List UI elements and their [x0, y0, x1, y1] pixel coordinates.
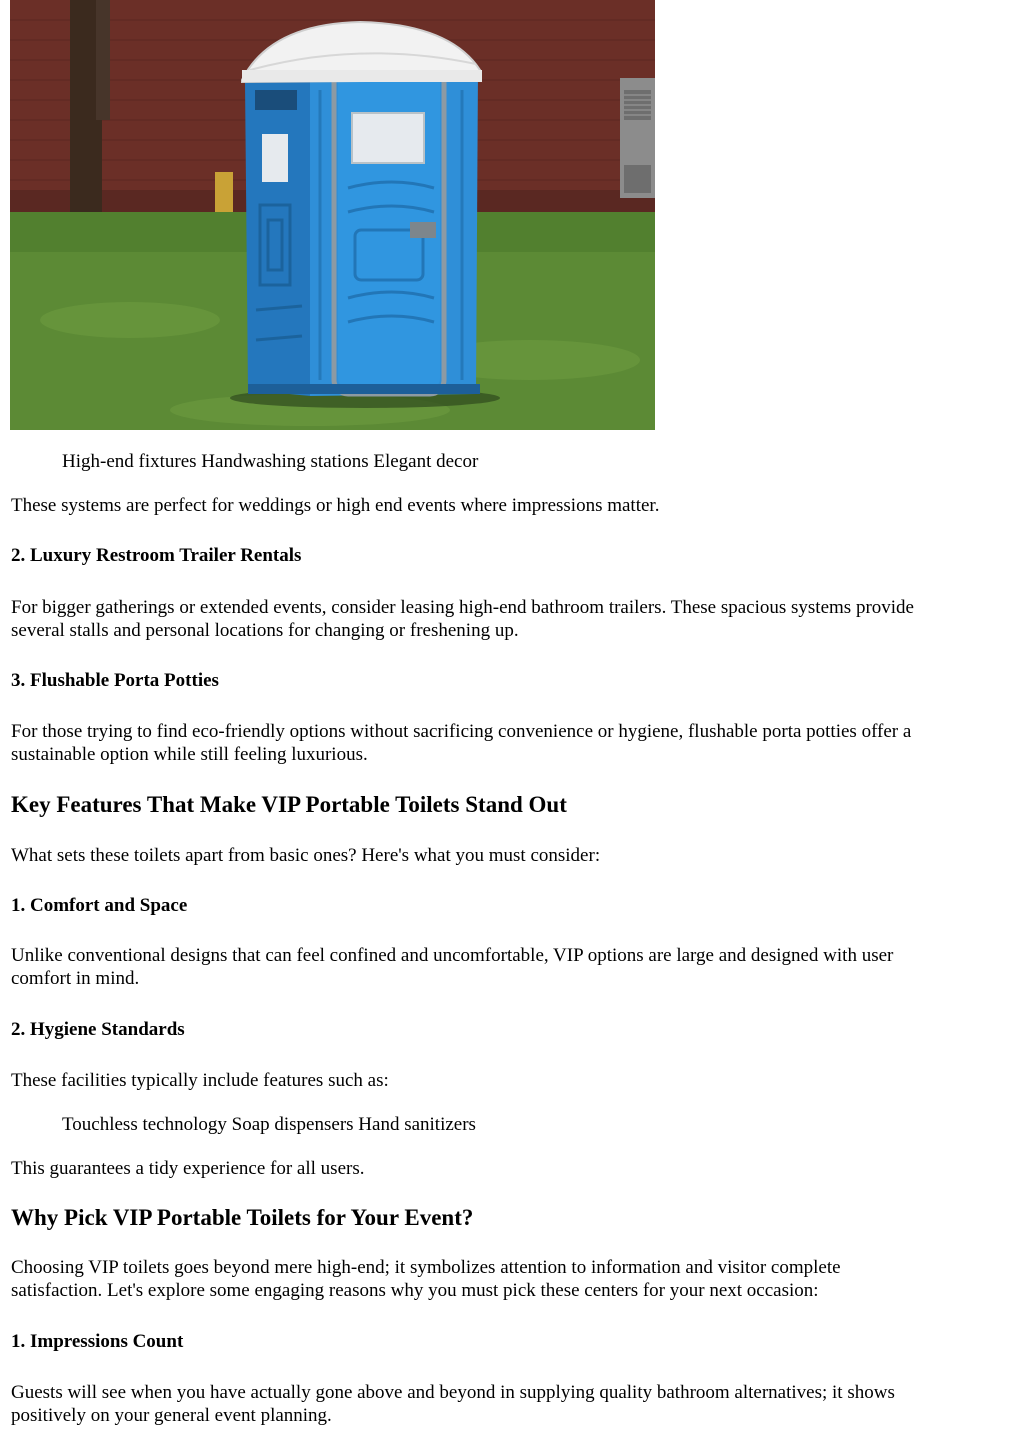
paragraph-flushable-line-2: sustainable option while still feeling luxurious.: [11, 744, 368, 765]
paragraph-comfort-line-2: comfort in mind.: [11, 968, 140, 989]
paragraph-comfort-line-1: Unlike conventional designs that can feel confined and uncomfortable, VIP options are large and designed with user: [11, 945, 894, 966]
heading-impressions-count: 1. Impressions Count: [11, 1331, 184, 1352]
paragraph-weddings: These systems are perfect for weddings or high end events where impressions matter.: [11, 495, 660, 516]
paragraph-why-line-2: satisfaction. Let's explore some engaging reasons why you must pick these centers for your next occasion:: [11, 1280, 819, 1301]
paragraph-luxury-line-2: several stalls and personal locations for changing or freshening up.: [11, 620, 519, 641]
heading-flushable-porta-potties: 3. Flushable Porta Potties: [11, 670, 219, 691]
heading-key-features: Key Features That Make VIP Portable Toilets Stand Out: [11, 792, 567, 817]
feature-list-2: Touchless technology Soap dispensers Hand sanitizers: [62, 1114, 476, 1135]
feature-list-1: High-end fixtures Handwashing stations Elegant decor: [62, 451, 479, 472]
heading-why-pick: Why Pick VIP Portable Toilets for Your Event?: [11, 1205, 474, 1230]
paragraph-tidy: This guarantees a tidy experience for all users.: [11, 1158, 365, 1179]
paragraph-flushable-line-1: For those trying to find eco-friendly options without sacrificing convenience or hygiene, flushable porta potties offer a: [11, 721, 912, 742]
paragraph-hygiene-intro: These facilities typically include features such as:: [11, 1070, 389, 1091]
heading-hygiene-standards: 2. Hygiene Standards: [11, 1019, 185, 1040]
heading-luxury-restroom-trailer: 2. Luxury Restroom Trailer Rentals: [11, 545, 302, 566]
paragraph-why-line-1: Choosing VIP toilets goes beyond mere high-end; it symbolizes attention to information and visitor complete: [11, 1257, 841, 1278]
portable-toilet-photo: [10, 0, 655, 430]
paragraph-luxury-line-1: For bigger gatherings or extended events, consider leasing high-end bathroom trailers. These spacious systems provide: [11, 597, 914, 618]
paragraph-key-intro: What sets these toilets apart from basic ones? Here's what you must consider:: [11, 845, 601, 866]
paragraph-impressions-line-1: Guests will see when you have actually gone above and beyond in supplying quality bathroom alternatives; it shows: [11, 1382, 895, 1403]
heading-comfort-and-space: 1. Comfort and Space: [11, 895, 188, 916]
paragraph-impressions-line-2: positively on your general event planning.: [11, 1405, 332, 1426]
